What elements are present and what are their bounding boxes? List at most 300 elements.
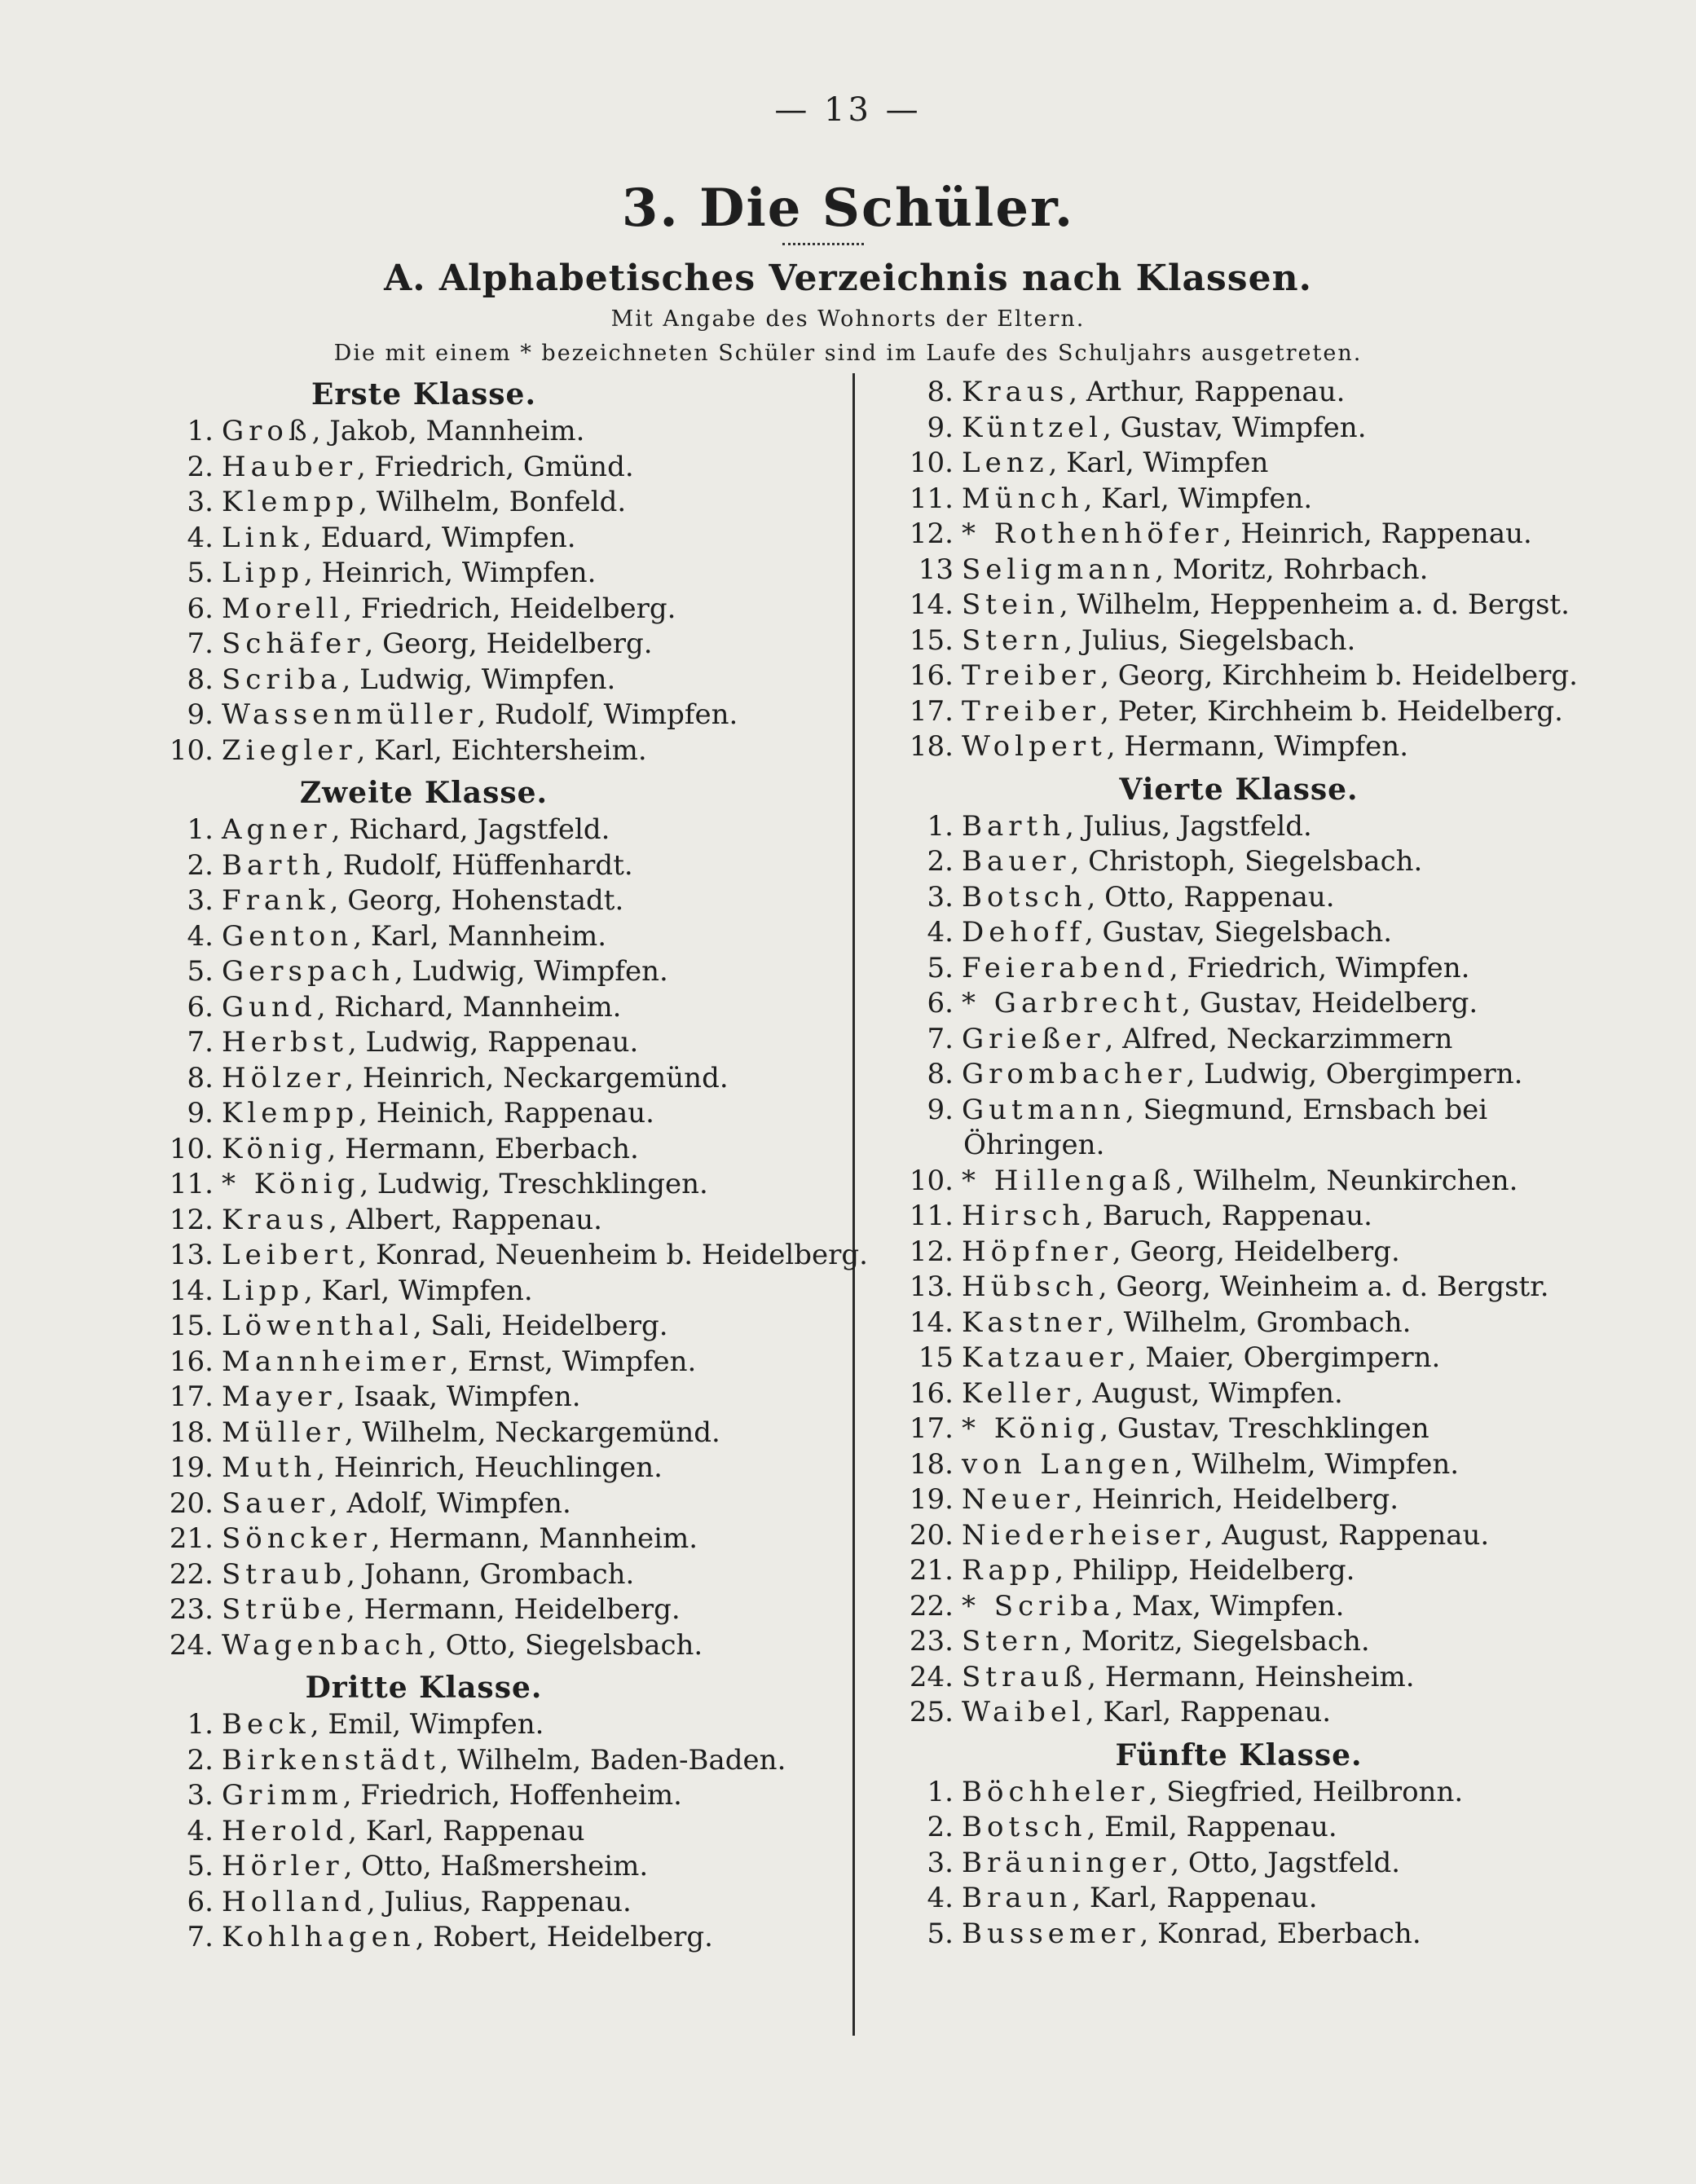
- entry-text: [222, 521, 839, 557]
- student-details: , Julius, Siegelsbach.: [1064, 623, 1356, 657]
- student-entry: [880, 1199, 1581, 1235]
- entry-text: [962, 658, 1581, 694]
- student-entry: [147, 848, 839, 884]
- student-entry: [880, 517, 1581, 553]
- entry-number: 5.: [187, 955, 214, 988]
- student-surname: Gerspach: [222, 955, 394, 988]
- entry-number: 2.: [927, 1811, 954, 1843]
- student-surname: Waibel: [962, 1696, 1086, 1728]
- entry-number: 19.: [909, 1483, 954, 1516]
- student-entry: [880, 1518, 1581, 1554]
- entry-number: 24.: [169, 1628, 214, 1662]
- student-details: , Julius, Rappenau.: [366, 1885, 632, 1918]
- student-details: , Philipp, Heidelberg.: [1055, 1554, 1355, 1587]
- student-entry: [147, 1885, 839, 1921]
- entry-number: 4.: [187, 1814, 214, 1847]
- entry-number: 1.: [927, 809, 954, 843]
- student-details: , Gustav, Treschklingen: [1099, 1412, 1429, 1445]
- entry-number: 7.: [187, 627, 214, 660]
- student-surname: Hörler: [222, 1850, 344, 1882]
- student-details: , Heinich, Rappenau.: [359, 1097, 654, 1129]
- entry-number: 15.: [169, 1310, 214, 1342]
- entry-text: [962, 1518, 1581, 1554]
- entry-text: [962, 880, 1581, 916]
- entry-number: 8.: [927, 376, 954, 408]
- entry-number: 9.: [187, 1097, 214, 1129]
- student-details: , Wilhelm, Wimpfen.: [1174, 1447, 1460, 1481]
- class-3-continued-list: [880, 375, 1581, 765]
- student-entry: [880, 1447, 1581, 1483]
- student-entry: [880, 1881, 1581, 1917]
- student-details: , Arthur, Rappenau.: [1068, 376, 1346, 408]
- entry-number: 3.: [927, 880, 954, 914]
- entry-text: [222, 1885, 839, 1921]
- student-entry: [880, 694, 1581, 730]
- entry-number: 16.: [169, 1345, 214, 1378]
- student-entry: [147, 733, 839, 769]
- student-details: , August, Wimpfen.: [1074, 1376, 1343, 1410]
- student-details: , Hermann, Heinsheim.: [1087, 1660, 1415, 1693]
- entry-number: 21.: [169, 1522, 214, 1555]
- student-details: , Ludwig, Treschklingen.: [359, 1168, 708, 1200]
- student-entry: [147, 1274, 839, 1310]
- student-entry: [147, 663, 839, 698]
- student-surname: Agner: [222, 813, 332, 846]
- entry-text: [222, 848, 839, 884]
- entry-text: [962, 1810, 1581, 1846]
- student-details: , Friedrich, Gmünd.: [356, 450, 634, 483]
- entry-text: [962, 729, 1581, 765]
- entry-number: 10.: [909, 447, 954, 479]
- student-entry: [147, 990, 839, 1026]
- entry-text: [962, 588, 1581, 623]
- student-entry: [147, 1132, 839, 1168]
- student-details: , Heinrich, Heidelberg.: [1074, 1483, 1399, 1516]
- entry-number: 4.: [927, 1882, 954, 1914]
- entry-number: 20.: [169, 1486, 214, 1520]
- student-surname: Link: [222, 521, 303, 554]
- student-entry: [880, 482, 1581, 517]
- student-surname: Hirsch: [962, 1200, 1086, 1232]
- entry-text: [222, 1416, 839, 1451]
- parents-residence-note: Mit Angabe des Wohnorts der Eltern.: [610, 306, 1086, 332]
- student-surname: Muth: [222, 1451, 317, 1484]
- student-details: , Robert, Heidelberg.: [415, 1921, 713, 1953]
- student-entry: [147, 521, 839, 557]
- entry-number: 12.: [909, 1235, 954, 1268]
- entry-number: 20.: [909, 1518, 954, 1552]
- class-1-list: [147, 414, 839, 768]
- entry-number: 3.: [927, 1846, 954, 1879]
- student-entry: [880, 986, 1581, 1022]
- entry-number: 18.: [909, 730, 954, 763]
- student-surname: Lipp: [222, 557, 304, 589]
- entry-number: 18.: [169, 1416, 214, 1449]
- entry-text: [222, 733, 839, 769]
- student-entry: [147, 414, 839, 450]
- student-details: , Ludwig, Rappenau.: [347, 1026, 639, 1059]
- entry-number: 4.: [927, 916, 954, 949]
- student-surname: Botsch: [962, 880, 1087, 914]
- entry-text: [222, 1380, 839, 1416]
- student-details: , Ernst, Wimpfen.: [450, 1345, 697, 1378]
- entry-text: [222, 1707, 839, 1743]
- student-details: , Georg, Heidelberg.: [1112, 1235, 1400, 1268]
- entry-number: 1.: [187, 1708, 214, 1741]
- entry-text: [962, 446, 1581, 482]
- student-details: , Johann, Grombach.: [346, 1557, 635, 1591]
- student-details: , Karl, Rappenau.: [1085, 1696, 1332, 1728]
- student-entry: [147, 1238, 868, 1274]
- student-entry: [880, 809, 1581, 845]
- student-surname: Löwenthal: [222, 1310, 413, 1342]
- entry-number: 13.: [169, 1239, 214, 1271]
- entry-number: 6.: [187, 990, 214, 1024]
- student-surname: Braun: [962, 1882, 1073, 1914]
- student-surname: Stein: [962, 588, 1059, 621]
- student-entry: [880, 729, 1581, 765]
- student-details: , Ludwig, Obergimpern.: [1186, 1058, 1523, 1090]
- entry-number: 10.: [909, 1164, 954, 1197]
- student-entry: [880, 446, 1581, 482]
- entry-text: [962, 986, 1581, 1022]
- class-1-heading: Erste Klasse.: [311, 377, 536, 412]
- student-surname: Stern: [962, 1625, 1064, 1658]
- entry-text: [962, 1411, 1581, 1447]
- student-entry: [147, 1025, 839, 1061]
- page-title: 3. Die Schüler.: [621, 178, 1075, 239]
- student-surname: Grießer: [962, 1022, 1105, 1055]
- student-details: , Wilhelm, Bonfeld.: [359, 486, 627, 518]
- student-details: , Georg, Weinheim a. d. Bergstr.: [1098, 1270, 1549, 1303]
- student-entry: [147, 627, 839, 663]
- class-3-list: [147, 1707, 839, 1956]
- entry-text: [962, 1447, 1581, 1483]
- entry-number: 1.: [187, 813, 214, 846]
- withdrawn-students-note: Die mit einem * bezeichneten Schüler sind im Laufe des Schuljahrs ausgetreten.: [333, 341, 1363, 366]
- student-details: , Konrad, Neuenheim b. Heidelberg.: [358, 1239, 868, 1271]
- student-surname: Hölzer: [222, 1061, 346, 1094]
- entry-text: [962, 1624, 1581, 1660]
- student-surname: Schäfer: [222, 627, 365, 660]
- entry-text: [222, 954, 839, 990]
- entry-number: 19.: [169, 1451, 214, 1484]
- student-entry: [880, 915, 1581, 951]
- entry-text: [222, 1203, 839, 1239]
- student-details: , Sali, Heidelberg.: [412, 1310, 668, 1342]
- entry-text: [962, 1660, 1581, 1696]
- student-surname: Hauber: [222, 450, 357, 483]
- student-details: , Moritz, Siegelsbach.: [1064, 1625, 1370, 1658]
- student-details: , Heinrich, Heuchlingen.: [316, 1451, 663, 1484]
- student-details: , Christoph, Siegelsbach.: [1070, 845, 1423, 878]
- student-surname: Bussemer: [962, 1917, 1140, 1950]
- student-details: , Wilhelm, Grombach.: [1106, 1306, 1412, 1339]
- student-entry: [147, 1557, 839, 1593]
- entry-number: 3.: [187, 884, 214, 917]
- student-details: , Wilhelm, Neunkirchen.: [1175, 1164, 1518, 1197]
- student-details: , Karl, Rappenau: [348, 1814, 585, 1847]
- student-entry: [147, 1778, 839, 1814]
- student-surname: * Hillengaß: [962, 1164, 1176, 1197]
- student-details: , Wilhelm, Neckargemünd.: [344, 1416, 720, 1449]
- student-details: , Richard, Jagstfeld.: [331, 813, 610, 846]
- student-entry: [147, 1592, 839, 1628]
- entry-text: [962, 517, 1581, 553]
- entry-number: 8.: [187, 663, 214, 696]
- student-surname: Botsch: [962, 1811, 1087, 1843]
- column-divider: [852, 373, 855, 2036]
- entry-text: [962, 1589, 1581, 1625]
- entry-text: [222, 990, 839, 1026]
- entry-number: 11.: [909, 482, 954, 515]
- student-details: , Max, Wimpfen.: [1114, 1589, 1345, 1623]
- student-details: , Georg, Heidelberg.: [364, 627, 653, 660]
- student-surname: Mayer: [222, 1380, 337, 1413]
- entry-text: [962, 375, 1581, 411]
- student-entry: [147, 1451, 839, 1486]
- student-details: , Peter, Kirchheim b. Heidelberg.: [1100, 694, 1563, 728]
- student-entry: [880, 1270, 1581, 1306]
- entry-text: [962, 1235, 1581, 1270]
- student-entry: [880, 588, 1581, 623]
- student-surname: Keller: [962, 1376, 1075, 1410]
- student-entry: [880, 1341, 1581, 1376]
- entry-number: 4.: [187, 521, 214, 554]
- student-surname: Bräuninger: [962, 1846, 1171, 1879]
- student-details: , Rudolf, Hüffenhardt.: [325, 848, 633, 882]
- student-entry: [880, 375, 1581, 411]
- entry-number: 2.: [187, 450, 214, 483]
- student-details: , Karl, Eichtersheim.: [356, 733, 647, 767]
- entry-text: [222, 1274, 839, 1310]
- entry-text: [222, 1167, 839, 1203]
- entry-number: 23.: [169, 1593, 214, 1626]
- student-surname: * König: [962, 1412, 1100, 1445]
- student-entry: [147, 1849, 839, 1885]
- entry-number: 6.: [187, 592, 214, 625]
- student-entry: [880, 1553, 1581, 1589]
- student-entry: [880, 411, 1581, 447]
- entry-number: 12.: [909, 517, 954, 550]
- entry-text: [222, 1486, 839, 1522]
- student-details: , Alfred, Neckarzimmern: [1104, 1022, 1453, 1055]
- student-details: , Baruch, Rappenau.: [1085, 1200, 1372, 1232]
- student-surname: Sauer: [222, 1486, 329, 1520]
- student-entry: [147, 556, 839, 592]
- student-details: , Otto, Siegelsbach.: [428, 1628, 703, 1662]
- student-entry: [147, 1707, 839, 1743]
- student-details: , Moritz, Rohrbach.: [1155, 553, 1429, 586]
- entry-text: [222, 1345, 839, 1380]
- student-surname: * König: [222, 1168, 360, 1200]
- student-entry: [880, 1235, 1581, 1270]
- entry-text: [962, 1093, 1581, 1129]
- entry-number: 18.: [909, 1447, 954, 1481]
- student-entry: [147, 1486, 839, 1522]
- entry-text: [962, 1199, 1581, 1235]
- student-surname: Katzauer: [962, 1341, 1128, 1374]
- entry-number: 16.: [909, 659, 954, 692]
- student-details: , Rudolf, Wimpfen.: [477, 698, 738, 731]
- student-details: , Emil, Wimpfen.: [310, 1708, 544, 1741]
- entry-text: [222, 1096, 839, 1132]
- entry-text: [962, 951, 1581, 987]
- entry-number: 5.: [927, 1917, 954, 1950]
- student-details: , Emil, Rappenau.: [1086, 1811, 1337, 1843]
- student-surname: Klempp: [222, 1097, 359, 1129]
- student-entry: [880, 1589, 1581, 1625]
- student-entry: [880, 1376, 1581, 1412]
- entry-number: 7.: [927, 1022, 954, 1055]
- student-surname: Klempp: [222, 486, 359, 518]
- entry-text: [222, 1920, 839, 1956]
- student-surname: Wassenmüller: [222, 698, 478, 731]
- entry-text: [222, 627, 839, 663]
- class-5-section: [880, 1736, 1581, 1953]
- student-details: , Hermann, Heidelberg.: [346, 1593, 681, 1626]
- student-surname: Birkenstädt: [222, 1743, 440, 1777]
- student-entry: [147, 1309, 839, 1345]
- student-entry: [880, 1411, 1581, 1447]
- student-details: , Hermann, Wimpfen.: [1106, 730, 1408, 763]
- entry-text: [962, 1775, 1581, 1811]
- student-entry: [880, 658, 1581, 694]
- student-details: , Otto, Jagstfeld.: [1170, 1846, 1401, 1879]
- class-4-list: [880, 809, 1581, 1731]
- student-surname: Söncker: [222, 1522, 372, 1555]
- student-entry: [147, 1061, 839, 1097]
- entry-number: 17.: [909, 694, 954, 728]
- entry-text: [222, 1814, 839, 1850]
- student-details: , Gustav, Heidelberg.: [1182, 987, 1478, 1019]
- student-entry: [880, 1057, 1581, 1093]
- student-details: , Maier, Obergimpern.: [1127, 1341, 1441, 1374]
- entry-text: [962, 1553, 1581, 1589]
- entry-text: [962, 623, 1581, 659]
- class-5-list: [880, 1775, 1581, 1953]
- student-surname: Ziegler: [222, 733, 357, 767]
- student-details: , Adolf, Wimpfen.: [328, 1486, 571, 1520]
- entry-text: [222, 1061, 839, 1097]
- student-details: , Georg, Kirchheim b. Heidelberg.: [1100, 659, 1578, 692]
- student-details: , Isaak, Wimpfen.: [336, 1380, 581, 1413]
- page-number: — 13 —: [774, 91, 922, 129]
- student-surname: Beck: [222, 1708, 311, 1741]
- student-entry: [147, 1167, 839, 1203]
- student-entry: [147, 1345, 839, 1380]
- entry-text: [222, 1592, 839, 1628]
- entry-text: [962, 1917, 1581, 1953]
- entry-number: 1.: [187, 415, 214, 447]
- entry-text: [962, 1022, 1581, 1058]
- student-details: , Karl, Rappenau.: [1072, 1882, 1318, 1914]
- student-surname: Strübe: [222, 1593, 346, 1626]
- entry-text: [962, 915, 1581, 951]
- entry-number: 6.: [927, 987, 954, 1019]
- entry-text: [222, 592, 839, 627]
- student-surname: Küntzel: [962, 411, 1104, 444]
- student-details: , Ludwig, Wimpfen.: [394, 955, 668, 988]
- student-details: , Karl, Mannheim.: [353, 919, 607, 953]
- student-details: , Heinrich, Rappenau.: [1222, 517, 1532, 550]
- entry-text: [222, 1743, 839, 1779]
- student-details: , Wilhelm, Heppenheim a. d. Bergst.: [1059, 588, 1570, 621]
- student-surname: Gutmann: [962, 1093, 1126, 1126]
- student-surname: Morell: [222, 592, 344, 625]
- entry-text: [222, 450, 839, 486]
- entry-text: [962, 809, 1581, 845]
- entry-number: 7.: [187, 1921, 214, 1953]
- student-surname: Niederheiser: [962, 1518, 1205, 1552]
- entry-text: [222, 812, 839, 848]
- student-details: , Gustav, Wimpfen.: [1103, 411, 1367, 444]
- entry-text: [222, 1451, 839, 1486]
- student-surname: Frank: [222, 884, 330, 917]
- student-surname: Leibert: [222, 1239, 359, 1271]
- class-4-section: [880, 770, 1581, 1731]
- student-surname: Kohlhagen: [222, 1921, 416, 1953]
- entry-text: [222, 1238, 868, 1274]
- entry-text: [962, 694, 1581, 730]
- entry-text: [962, 1270, 1581, 1306]
- student-details: , Otto, Haßmersheim.: [343, 1850, 649, 1882]
- entry-number: 11.: [909, 1200, 954, 1232]
- student-entry: [880, 1093, 1581, 1129]
- student-entry: [147, 1920, 839, 1956]
- student-surname: Herold: [222, 1814, 349, 1847]
- entry-text: [962, 1164, 1581, 1200]
- student-surname: Barth: [962, 809, 1066, 843]
- entry-number: 9.: [187, 698, 214, 731]
- student-entry: [880, 1846, 1581, 1882]
- student-surname: Lipp: [222, 1274, 304, 1307]
- student-entry: [147, 592, 839, 627]
- entry-text: [962, 1376, 1581, 1412]
- entry-number: 10.: [169, 1132, 214, 1165]
- student-surname: König: [222, 1132, 328, 1165]
- entry-text: [222, 1521, 839, 1557]
- entry-text: [222, 919, 839, 955]
- student-entry: [147, 450, 839, 486]
- student-details: , Richard, Mannheim.: [316, 990, 622, 1024]
- student-surname: Scriba: [222, 663, 342, 696]
- entry-number: 16.: [909, 1376, 954, 1410]
- student-surname: Wolpert: [962, 730, 1107, 763]
- student-details: , Hermann, Mannheim.: [371, 1522, 698, 1555]
- student-details: , Jakob, Mannheim.: [311, 415, 585, 447]
- student-surname: Genton: [222, 919, 354, 953]
- entry-continuation: Öhringen.: [963, 1129, 1105, 1161]
- student-entry: [880, 1164, 1581, 1200]
- student-entry: [147, 698, 839, 733]
- student-surname: Treiber: [962, 694, 1101, 728]
- student-details: , Karl, Wimpfen.: [1083, 482, 1313, 515]
- entry-text: [962, 482, 1581, 517]
- entry-text: [222, 1628, 839, 1664]
- student-surname: Grombacher: [962, 1058, 1187, 1090]
- entry-number: 15.: [909, 623, 954, 657]
- student-details: , Otto, Rappenau.: [1086, 880, 1335, 914]
- student-surname: Müller: [222, 1416, 345, 1449]
- entry-number: 23.: [909, 1625, 954, 1658]
- entry-number: 9.: [927, 411, 954, 444]
- student-details: , Siegmund, Ernsbach bei: [1126, 1093, 1488, 1126]
- entry-number: 8.: [187, 1061, 214, 1094]
- entry-text: [962, 553, 1581, 588]
- student-details: , August, Rappenau.: [1204, 1518, 1490, 1552]
- entry-text: [962, 1306, 1581, 1341]
